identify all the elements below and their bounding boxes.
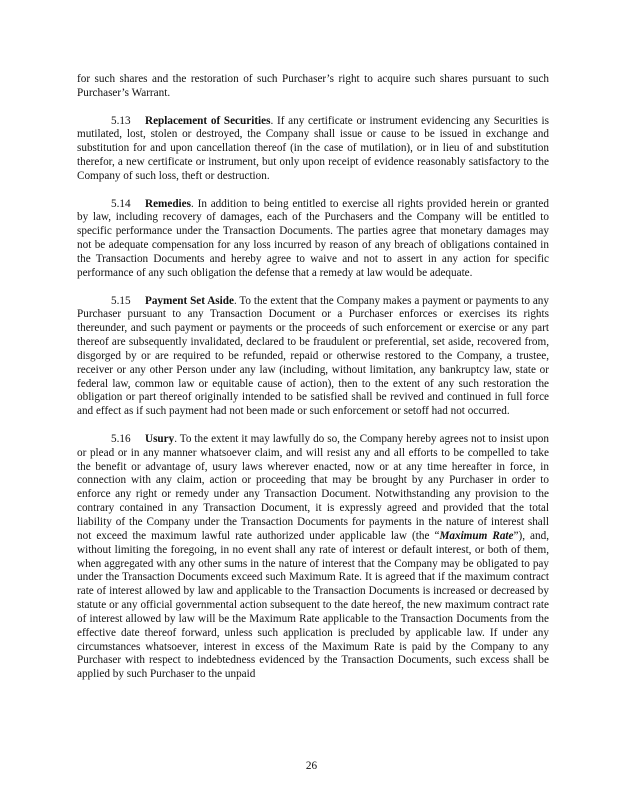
section-number: 5.14 bbox=[111, 197, 131, 210]
section-heading: Remedies bbox=[145, 197, 191, 210]
section-body: To the extent that the Company makes a payment or payments to any Purchaser pursuant to any Transaction Document or a Purchaser enforces or exercises its rights thereunder, and such payment or payments or the proceeds of such enforcement or exercise or any part thereof are subsequently invalidated, declared to be fraudulent or preferential, set aside, recovered from, disgorged by or are required to be refunded, repaid or otherwise restored to the Company, a trustee, receiver or any other Person under any law (including, without limitation, any bankruptcy law, state or federal law, common law or equitable cause of action), then to the extent of any such restoration the obligation or part thereof originally intended to be satisfied shall be revived and continued in full force and effect as if such payment had not been made or such enforcement or setoff had not occurred. bbox=[77, 294, 549, 418]
section-heading: Payment Set Aside bbox=[145, 294, 234, 307]
section-body: If any certificate or instrument evidencing any Securities is mutilated, lost, stolen or destroyed, the Company shall issue or cause to be issued in exchange and substitution for and upon cancellation thereof (in the case of mutilation), or in lieu of and substitution therefor, a new certificate or instrument, but only upon receipt of evidence reasonably satisfactory to the Company of such loss, theft or destruction. bbox=[77, 114, 549, 182]
section-heading: Usury bbox=[145, 432, 175, 445]
section-5-13: 5.13 Replacement of Securities. If any certificate or instrument evidencing any Securities is mutilated, lost, stolen or destroyed, the Company shall issue or cause to be issued in exchange and substitution for and upon cancellation thereof (in the case of mutilation), or in lieu of and substitution therefor, a new certificate or instrument, but only upon receipt of evidence reasonably satisfactory to the Company of such loss, theft or destruction. bbox=[77, 114, 549, 182]
section-number: 5.13 bbox=[111, 114, 131, 127]
section-body: In addition to being entitled to exercise all rights provided herein or granted by law, including recovery of damages, each of the Purchasers and the Company will be entitled to specific performance under the Transaction Documents. The parties agree that monetary damages may not be adequate compensation for any loss incurred by reason of any breach of obligations contained in the Transaction Documents and hereby agree to waive and not to assert in any action for specific performance of any such obligation the defense that a remedy at law would be adequate. bbox=[77, 197, 549, 279]
continuation-paragraph: for such shares and the restoration of such Purchaser’s right to acquire such shares pursuant to such Purchaser’s Warrant. bbox=[77, 73, 549, 99]
section-number: 5.15 bbox=[111, 294, 131, 307]
section-number: 5.16 bbox=[111, 432, 131, 445]
page-body bbox=[77, 73, 549, 696]
section-body-part-1: To the extent it may lawfully do so, the Company hereby agrees not to insist upon or plead or in any manner whatsoever claim, and will resist any and all efforts to be compelled to take the benefit or advantage of, usury laws wherever enacted, now or at any time hereafter in force, in connection with any claim, action or proceeding that may be brought by any Purchaser in order to enforce any right or remedy under any Transaction Document. Notwithstanding any provision to the contrary contained in any Transaction Document, it is expressly agreed and provided that the total liability of the Company under the Transaction Documents for payments in the nature of interest shall not exceed the maximum lawful rate authorized under applicable law (the “ bbox=[77, 432, 549, 542]
section-5-15: 5.15 Payment Set Aside. To the extent that the Company makes a payment or payments to any Purchaser pursuant to any Transaction Document or a Purchaser enforces or exercises its rights thereunder, and such payment or payments or the proceeds of such enforcement or exercise or any part thereof are subsequently invalidated, declared to be fraudulent or preferential, set aside, recovered from, disgorged by or are required to be refunded, repaid or otherwise restored to the Company, a trustee, receiver or any other Person under any law (including, without limitation, any bankruptcy law, state or federal law, common law or equitable cause of action), then to the extent of any such restoration the obligation or part thereof originally intended to be satisfied shall be revived and continued in full force and effect as if such payment had not been made or such enforcement or setoff had not occurred. bbox=[77, 294, 549, 418]
page-number: 26 bbox=[305, 760, 318, 772]
defined-term: Maximum Rate bbox=[439, 529, 514, 542]
section-body-part-2: ”), and, without limiting the foregoing, in no event shall any rate of interest or default interest, or both of them, when aggregated with any other sums in the nature of interest that the Company may be obligated to pay under the Transaction Documents exceed such Maximum Rate. It is agreed that if the maximum contract rate of interest allowed by law and applicable to the Transaction Documents is increased or decreased by statute or any official governmental action subsequent to the date hereof, the new maximum contract rate of interest allowed by law will be the Maximum Rate applicable to the Transaction Documents from the effective date thereof forward, unless such application is precluded by applicable law. If under any circumstances whatsoever, interest in excess of the Maximum Rate is paid by the Company to any Purchaser with respect to indebtedness evidenced by the Transaction Documents, such excess shall be applied by such Purchaser to the unpaid bbox=[77, 529, 549, 681]
section-heading: Replacement of Securities bbox=[145, 114, 271, 127]
section-5-14: 5.14 Remedies. In addition to being entitled to exercise all rights provided herein or granted by law, including recovery of damages, each of the Purchasers and the Company will be entitled to specific performance under the Transaction Documents. The parties agree that monetary damages may not be adequate compensation for any loss incurred by reason of any breach of obligations contained in the Transaction Documents and hereby agree to waive and not to assert in any action for specific performance of any such obligation the defense that a remedy at law would be adequate. bbox=[77, 197, 549, 279]
section-5-16: 5.16 Usury. To the extent it may lawfully do so, the Company hereby agrees not to insist upon or plead or in any manner whatsoever claim, and will resist any and all efforts to be compelled to take the benefit or advantage of, usury laws wherever enacted, now or at any time hereafter in force, in connection with any claim, action or proceeding that may be brought by any Purchaser in order to enforce any right or remedy under any Transaction Document. Notwithstanding any provision to the contrary contained in any Transaction Document, it is expressly agreed and provided that the total liability of the Company under the Transaction Documents for payments in the nature of interest shall not exceed the maximum lawful rate authorized under applicable law (the “Maximum Rate”), and, without limiting the foregoing, in no event shall any rate of interest or default interest, or both of them, when aggregated with any other sums in the nature of interest that the Company may be obligated to pay under the Transaction Documents exceed such Maximum Rate. It is agreed that if the maximum contract rate of interest allowed by law and applicable to the Transaction Documents is increased or decreased by statute or any official governmental action subsequent to the date hereof, the new maximum contract rate of interest allowed by law will be the Maximum Rate applicable to the Transaction Documents from the effective date thereof forward, unless such application is precluded by applicable law. If under any circumstances whatsoever, interest in excess of the Maximum Rate is paid by the Company to any Purchaser with respect to indebtedness evidenced by the Transaction Documents, such excess shall be applied by such Purchaser to the unpaid bbox=[77, 432, 549, 681]
